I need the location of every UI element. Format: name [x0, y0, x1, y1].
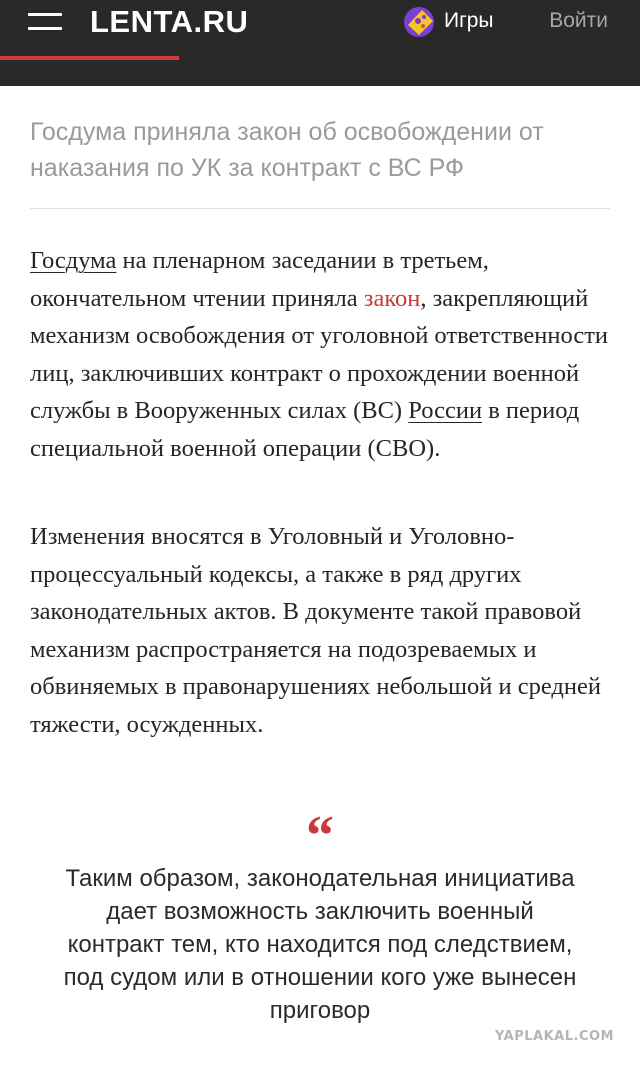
hamburger-line — [28, 27, 62, 30]
article-paragraph-2: Изменения вносятся в Уголовный и Уголовно-процессуальный кодексы, а также в ряд других законодательных актов. В документе такой правовой механизм распространяется на подозреваемых и обвиняемых в правонарушениях небольшой и средней тяжести, осужденных. — [30, 523, 601, 738]
link-gosduma[interactable]: Госдума — [30, 247, 117, 274]
paragraph-text: на пленарном заседании в третьем, окончательном чтении приняла — [30, 247, 489, 312]
article-paragraph-1 — [30, 242, 610, 468]
hamburger-line — [28, 13, 62, 16]
games-button[interactable] — [402, 4, 494, 38]
paragraph-text: , закрепляющий механизм освобождения от уголовной ответственности лиц, заключивших контракт о прохождении военной службы в Вооруженных силах (ВС) — [30, 284, 609, 425]
link-rossii[interactable]: России — [408, 397, 483, 425]
site-logo[interactable]: LENTA.RU — [90, 4, 249, 39]
reading-progress-fill — [0, 56, 179, 60]
paragraph-text: в период специальной военной операции (СВО). — [30, 397, 580, 462]
link-zakon[interactable]: закон — [363, 284, 421, 312]
login-button[interactable]: Войти — [549, 9, 608, 32]
quote-mark-icon: “ — [306, 805, 334, 867]
site-header — [0, 0, 640, 86]
article-quote: Таким образом, законодательная инициатива дает возможность заключить военный контракт тем, кто находится под следствием, под судом или в отношении кого уже вынесен приговор — [63, 865, 577, 1024]
games-label: Игры — [444, 9, 494, 32]
title-divider — [30, 208, 610, 209]
hamburger-icon[interactable] — [28, 13, 62, 31]
gamepad-icon — [402, 4, 438, 38]
watermark: YAPLAKAL.COM — [495, 1029, 614, 1044]
reading-progress-bar — [0, 56, 640, 60]
article-title: Госдума приняла закон об освобождении от наказания по УК за контракт с ВС РФ — [30, 118, 544, 182]
